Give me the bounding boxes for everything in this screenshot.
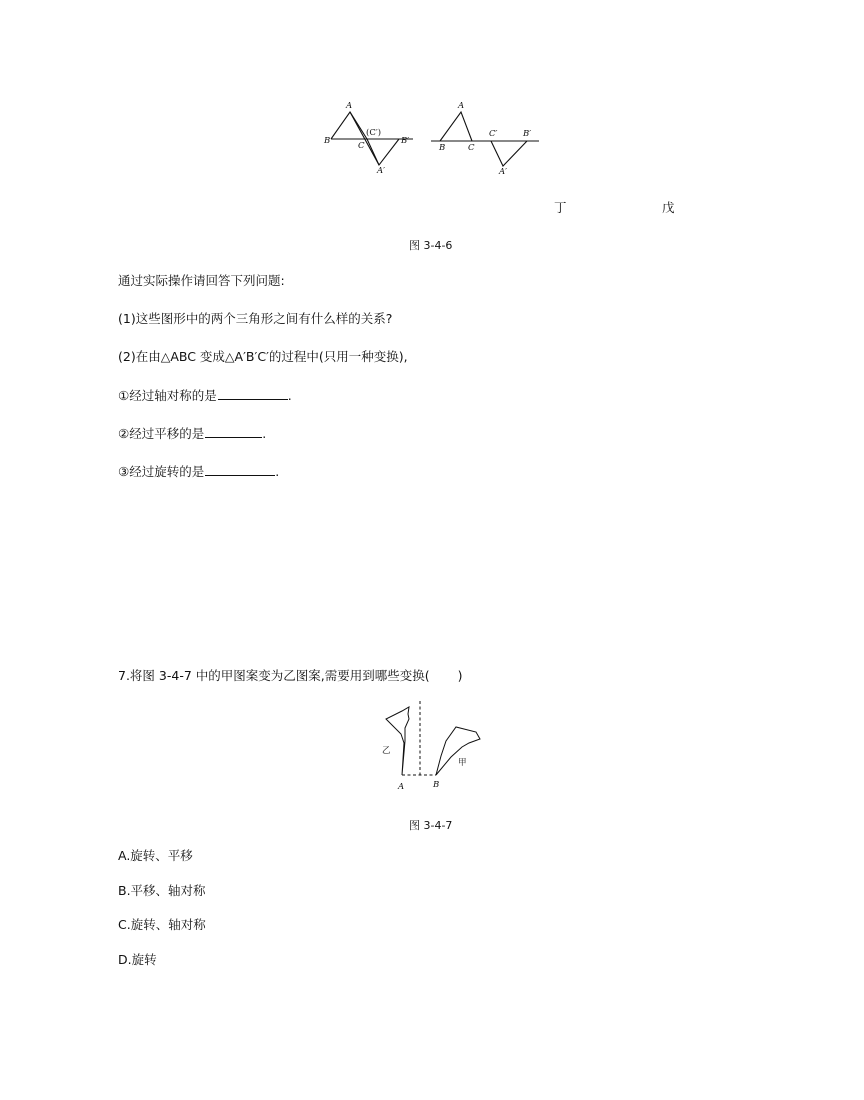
question6-item1 bbox=[118, 387, 292, 404]
question6-item2 bbox=[118, 425, 266, 442]
question6-part1: (1)这些图形中的两个三角形之间有什么样的关系? bbox=[118, 311, 393, 326]
label-point-a: A bbox=[398, 782, 405, 792]
question6-part2: (2)在由△ABC 变成△A′B′C′的过程中(只用一种变换), bbox=[118, 349, 408, 364]
sub-label-ding: 丁 bbox=[554, 200, 567, 215]
triangle-abc-left bbox=[331, 112, 367, 139]
right-triangles-diagram bbox=[431, 112, 539, 166]
question7-paren-close: ) bbox=[457, 668, 463, 683]
label-point-b: B bbox=[433, 780, 440, 790]
label-cp-right: C′ bbox=[489, 129, 498, 139]
item2-text: ②经过平移的是 bbox=[118, 426, 205, 441]
label-c-left: C bbox=[358, 141, 365, 151]
label-yi: 乙 bbox=[382, 746, 391, 756]
option-d[interactable]: D.旋转 bbox=[118, 952, 157, 967]
figure-caption-3-4-6: 图 3-4-6 bbox=[409, 239, 453, 252]
label-bp-right: B′ bbox=[523, 129, 532, 139]
label-jia: 甲 bbox=[458, 758, 467, 768]
label-b-right: B bbox=[439, 143, 446, 153]
item1-period: . bbox=[287, 388, 292, 403]
item1-text: ①经过轴对称的是 bbox=[118, 388, 217, 403]
label-ap-left: A′ bbox=[377, 166, 386, 176]
label-b-left: B bbox=[324, 136, 331, 146]
label-a-right: A bbox=[458, 101, 465, 111]
triangle-apbpcp-right bbox=[491, 141, 527, 166]
option-c[interactable]: C.旋转、轴对称 bbox=[118, 917, 206, 932]
option-a[interactable]: A.旋转、平移 bbox=[118, 848, 193, 863]
item2-period: . bbox=[262, 426, 267, 441]
question7-stem bbox=[118, 668, 463, 684]
label-bp-left: B′ bbox=[401, 136, 410, 146]
shape-yi bbox=[386, 707, 409, 775]
label-a-left: A bbox=[346, 101, 353, 111]
question7-stem-text: 7.将图 3-4-7 中的甲图案变为乙图案,需要用到哪些变换( bbox=[118, 668, 430, 683]
answer-blank-1[interactable] bbox=[218, 387, 288, 400]
label-ap-right: A′ bbox=[499, 167, 508, 177]
triangle-abc-right bbox=[440, 112, 472, 141]
option-b[interactable]: B.平移、轴对称 bbox=[118, 883, 206, 898]
label-c-right: C bbox=[468, 143, 475, 153]
answer-blank-2[interactable] bbox=[205, 425, 262, 438]
figure-caption-3-4-7: 图 3-4-7 bbox=[409, 819, 453, 832]
item3-text: ③经过旋转的是 bbox=[118, 464, 205, 479]
item3-period: . bbox=[275, 464, 280, 479]
question6-intro: 通过实际操作请回答下列问题: bbox=[118, 273, 285, 288]
figure-3-4-7 bbox=[378, 697, 493, 795]
label-cp-left: (C′) bbox=[366, 128, 382, 138]
question6-item3 bbox=[118, 463, 279, 480]
figure-3-4-6 bbox=[315, 95, 550, 180]
answer-blank-3[interactable] bbox=[205, 463, 275, 476]
sub-label-wu: 戊 bbox=[662, 200, 675, 215]
